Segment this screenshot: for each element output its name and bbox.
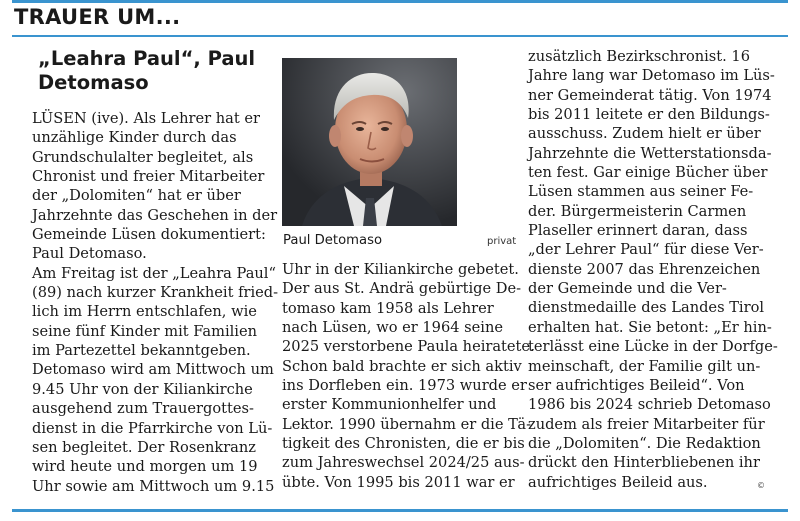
text-line: Chronist und freier Mitarbeiter <box>32 168 265 186</box>
text-line: 2025 verstorbene Paula heiratete. <box>282 338 535 356</box>
text-line: zusätzlich Bezirkschronist. 16 <box>528 48 751 65</box>
text-line: 1986 bis 2024 schrieb Detomaso <box>528 396 771 414</box>
text-line: der. Bürgermeisterin Carmen <box>528 202 747 220</box>
text-line: ser aufrichtiges Beileid“. Von <box>528 376 745 394</box>
header-rule <box>12 35 788 37</box>
text-line: Paul Detomaso. <box>32 245 147 263</box>
text-line: terlässt eine Lücke in der Dorfge- <box>528 338 778 356</box>
text-line: der Gemeinde und die Ver- <box>528 280 727 298</box>
text-line: „der Lehrer Paul“ für diese Ver- <box>528 241 764 259</box>
text-line: ner Gemeinderat tätig. Von 1974 <box>528 86 772 104</box>
bottom-rule <box>12 509 788 512</box>
text-line: ten fest. Gar einige Bücher über <box>528 164 768 182</box>
text-line: seine fünf Kinder mit Familien <box>32 322 257 340</box>
text-line: ins Dorfleben ein. 1973 wurde er <box>282 377 527 395</box>
text-line: ausschuss. Zudem hielt er über <box>528 125 761 143</box>
text-line: tigkeit des Chronisten, die er bis <box>282 435 525 453</box>
text-line: übte. Von 1995 bis 2011 war er <box>282 473 515 491</box>
top-rule <box>12 0 788 3</box>
text-line: 9.45 Uhr von der Kiliankirche <box>32 380 253 398</box>
article-headline: „Leahra Paul“, Paul Detomaso <box>38 47 256 94</box>
text-line: Der aus St. Andrä gebürtige De- <box>282 280 522 298</box>
text-line: meinschaft, der Familie gilt un- <box>528 357 761 375</box>
text-line: Jahrzehnte das Geschehen in der <box>32 206 278 224</box>
text-line: zum Jahreswechsel 2024/25 aus- <box>282 454 525 472</box>
text-line: Lektor. 1990 übernahm er die Tä- <box>282 415 532 433</box>
text-column-3 <box>528 47 778 492</box>
photo-caption: Paul Detomaso <box>283 233 383 248</box>
text-line: Uhr in der Kiliankirche gebetet. <box>282 261 519 278</box>
text-line: Plaseller erinnert daran, dass <box>528 222 748 240</box>
text-line: Jahre lang war Detomaso im Lüs- <box>528 67 775 85</box>
text-line: unzählige Kinder durch das <box>32 129 237 147</box>
text-line: im Partezettel bekanntgeben. <box>32 342 251 360</box>
text-column-2 <box>282 260 535 492</box>
text-line: wird heute und morgen um 19 <box>32 458 258 476</box>
text-line: aufrichtiges Beileid aus. <box>528 473 708 491</box>
text-line: lich im Herrn entschlafen, wie <box>32 303 257 321</box>
text-line: der „Dolomiten“ hat er über <box>32 187 241 205</box>
text-line: Schon bald brachte er sich aktiv <box>282 357 522 375</box>
text-line: Am Freitag ist der „Leahra Paul“ <box>32 264 276 282</box>
section-header: TRAUER UM... <box>14 5 181 29</box>
text-line: zudem als freier Mitarbeiter für <box>528 415 765 433</box>
text-line: Grundschulalter begleitet, als <box>32 148 254 166</box>
portrait-photo-image <box>282 58 457 226</box>
text-line: erster Kommunionhelfer und <box>282 396 497 414</box>
text-line: dienste 2007 das Ehrenzeichen <box>528 260 761 278</box>
text-line: bis 2011 leitete er den Bildungs- <box>528 106 770 124</box>
text-line: dienst in die Pfarrkirche von Lü- <box>32 419 273 437</box>
portrait-photo <box>282 58 457 226</box>
text-line: Gemeinde Lüsen dokumentiert: <box>32 226 266 244</box>
text-line: nach Lüsen, wo er 1964 seine <box>282 319 503 337</box>
text-line: ausgehend zum Trauergottes- <box>32 400 254 418</box>
text-line: dienstmedaille des Landes Tirol <box>528 299 765 317</box>
text-line: (89) nach kurzer Krankheit fried- <box>32 284 279 302</box>
text-line: drückt den Hinterbliebenen ihr <box>528 454 760 472</box>
text-line: Lüsen stammen aus seiner Fe- <box>528 183 754 201</box>
text-line: Uhr sowie am Mittwoch um 9.15 <box>32 477 275 495</box>
text-line: Detomaso wird am Mittwoch um <box>32 361 274 379</box>
text-line: sen begleitet. Der Rosenkranz <box>32 438 256 456</box>
text-column-1 <box>32 109 278 496</box>
text-line: tomaso kam 1958 als Lehrer <box>282 299 494 317</box>
text-line: Jahrzehnte die Wetterstationsda- <box>528 144 772 162</box>
copyright-mark: © <box>757 481 765 490</box>
text-line: die „Dolomiten“. Die Redaktion <box>528 434 761 452</box>
text-line: LÜSEN (ive). Als Lehrer hat er <box>32 110 260 127</box>
text-line: erhalten hat. Sie betont: „Er hin- <box>528 318 772 336</box>
photo-credit: privat <box>487 236 517 247</box>
